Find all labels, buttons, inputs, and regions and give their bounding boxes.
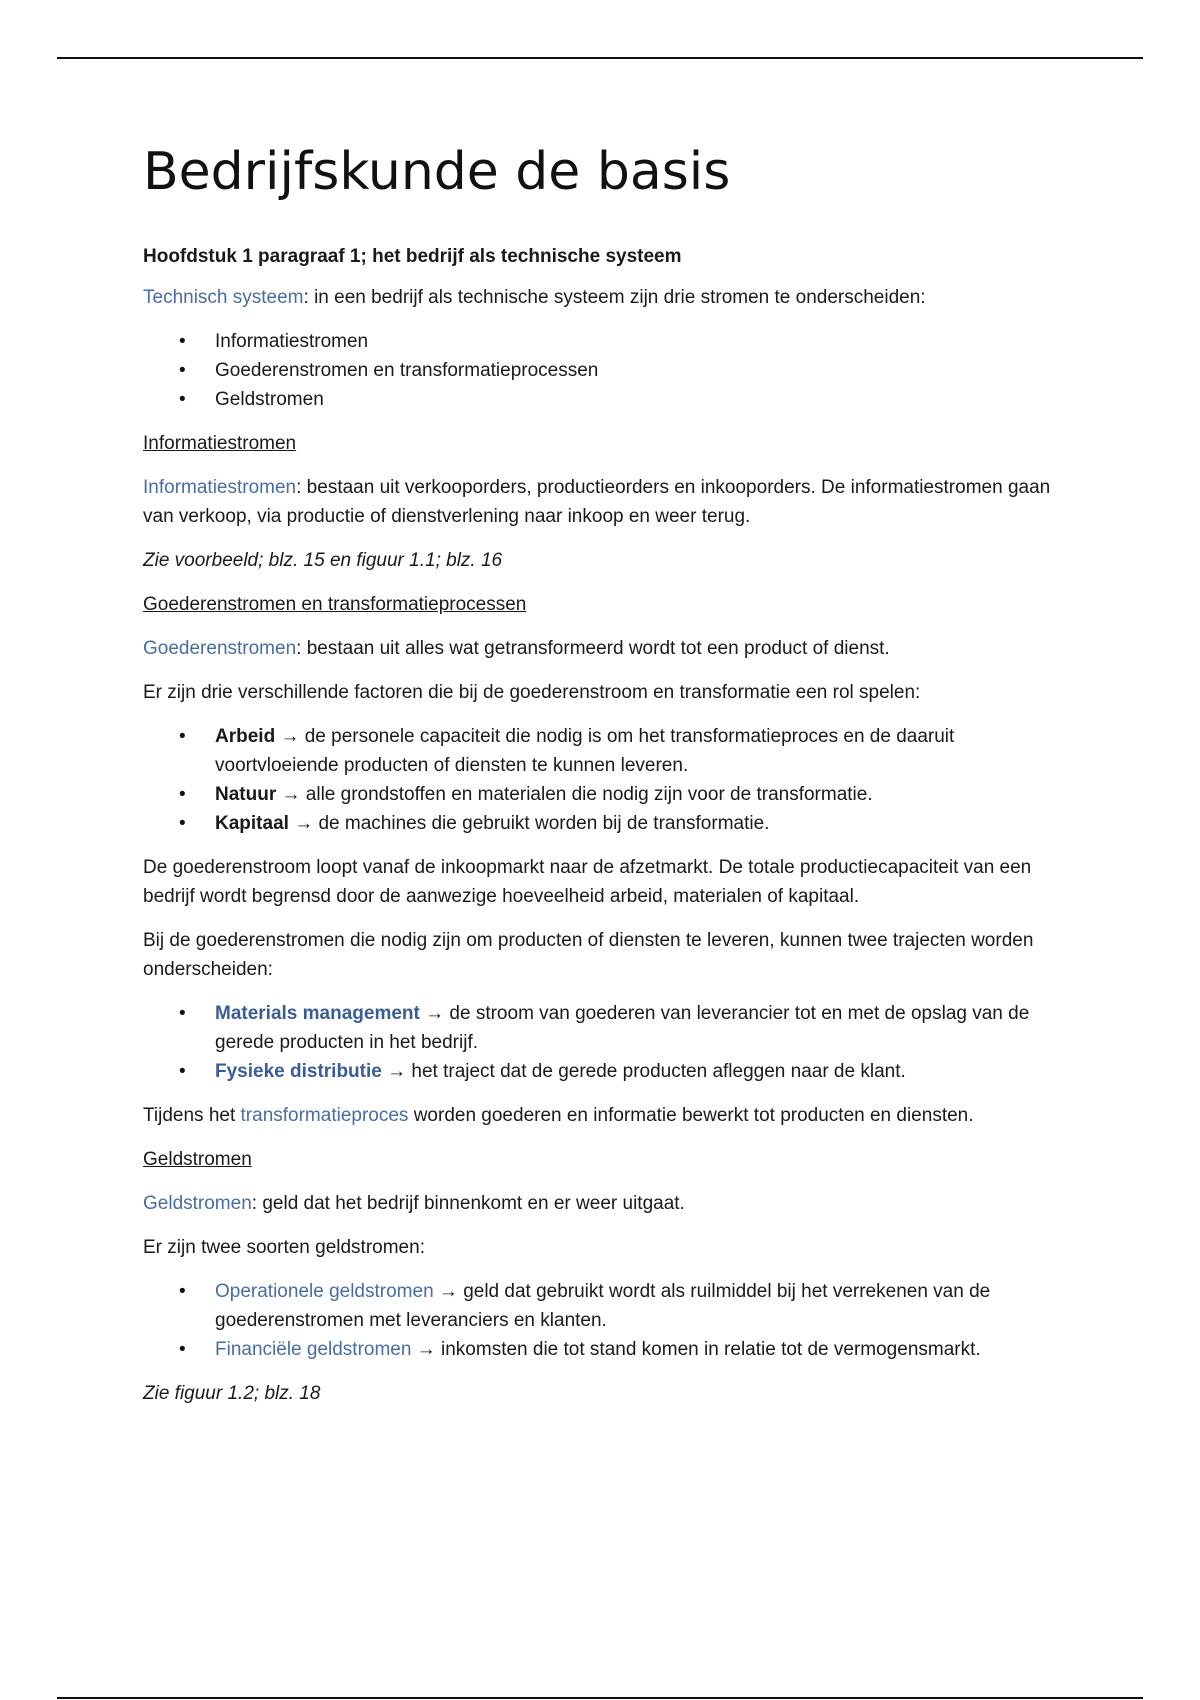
factor-text: → de machines die gebruikt worden bij de transformatie.: [288, 813, 770, 834]
factors-intro: Er zijn drie verschillende factoren die bij de goederenstroom en transformatie een rol spelen:: [143, 682, 921, 703]
term-transformatieproces: transformatieproces: [240, 1105, 409, 1126]
factor-label: Arbeid: [215, 726, 276, 747]
money-type-text: → geld dat gebruikt wordt als ruilmiddel bij het verrekenen van de goederenstromen met leveranciers en klanten.: [215, 1281, 991, 1331]
list-item: [215, 1057, 1073, 1086]
list-item: [215, 999, 1073, 1057]
money-type-label: Financiële geldstromen: [215, 1339, 412, 1360]
term-geldstromen: Geldstromen: [143, 1193, 252, 1214]
list-item: • Geldstromen: [215, 385, 1073, 414]
document-title: Bedrijfskunde de basis: [143, 142, 731, 202]
money-text: : geld dat het bedrijf binnenkomt en er weer uitgaat.: [251, 1193, 685, 1214]
goods-paragraph: [143, 634, 1073, 663]
list-item: [215, 1277, 1073, 1335]
intro-paragraph: [143, 283, 1073, 312]
chapter-heading: Hoofdstuk 1 paragraaf 1; het bedrijf als technische systeem: [143, 246, 682, 267]
list-item: [215, 809, 1073, 838]
info-paragraph: [143, 473, 1073, 531]
list-item: • Goederenstromen en transformatieprocessen: [215, 356, 1073, 385]
info-note: Zie voorbeeld; blz. 15 en figuur 1.1; blz. 16: [143, 550, 503, 571]
transform-pre: Tijdens het: [143, 1105, 241, 1126]
goods-text: : bestaan uit alles wat getransformeerd wordt tot een product of dienst.: [296, 638, 890, 659]
factor-text: → de personele capaciteit die nodig is om het transformatieproces en de daaruit voortvloeiende producten of diensten te kunnen leveren.: [215, 726, 955, 776]
streams-list: [143, 327, 1073, 414]
money-type-label: Operationele geldstromen: [215, 1281, 434, 1302]
factor-label: Natuur: [215, 784, 277, 805]
money-types-list: [143, 1277, 1073, 1364]
info-text: : bestaan uit verkooporders, productieorders en inkooporders. De informatiestromen gaan van verkoop, via productie of dienstverlening naar inkoop en weer terug.: [143, 477, 1051, 527]
intro-text: : in een bedrijf als technische systeem zijn drie stromen te onderscheiden:: [303, 287, 926, 308]
subheading-goederenstromen: Goederenstromen en transformatieprocessen: [143, 594, 527, 615]
document-body: [143, 120, 1073, 1423]
factor-label: Kapitaal: [215, 813, 289, 834]
route-label: Fysieke distributie: [215, 1061, 382, 1082]
route-text: → de stroom van goederen van leverancier tot en met de opslag van de gerede producten in het bedrijf.: [215, 1003, 1030, 1053]
routes-list: [143, 999, 1073, 1086]
list-item: • Informatiestromen: [215, 327, 1073, 356]
money-note: Zie figuur 1.2; blz. 18: [143, 1383, 321, 1404]
term-informatiestromen: Informatiestromen: [143, 477, 297, 498]
bottom-rule: [57, 1697, 1143, 1699]
list-item: [215, 780, 1073, 809]
subheading-geldstromen: Geldstromen: [143, 1149, 252, 1170]
list-item: [215, 1335, 1073, 1364]
transform-paragraph: [143, 1101, 1073, 1130]
term-technisch-systeem: Technisch systeem: [143, 287, 304, 308]
flow-paragraph: De goederenstroom loopt vanaf de inkoopmarkt naar de afzetmarkt. De totale productiecapaciteit van een bedrijf wordt begrensd door de aanwezige hoeveelheid arbeid, materialen of kapitaal.: [143, 857, 1032, 907]
top-rule: [57, 57, 1143, 59]
money-types-intro: Er zijn twee soorten geldstromen:: [143, 1237, 425, 1258]
term-goederenstromen: Goederenstromen: [143, 638, 297, 659]
factors-list: [143, 722, 1073, 838]
list-item: [215, 722, 1073, 780]
routes-intro: Bij de goederenstromen die nodig zijn om producten of diensten te leveren, kunnen twee trajecten worden onderscheiden:: [143, 930, 1034, 980]
money-paragraph: [143, 1189, 1073, 1218]
money-type-text: → inkomsten die tot stand komen in relatie tot de vermogensmarkt.: [411, 1339, 981, 1360]
subheading-informatiestromen: Informatiestromen: [143, 433, 297, 454]
route-label: Materials management: [215, 1003, 420, 1024]
factor-text: → alle grondstoffen en materialen die nodig zijn voor de transformatie.: [276, 784, 873, 805]
transform-post: worden goederen en informatie bewerkt tot producten en diensten.: [408, 1105, 974, 1126]
route-text: → het traject dat de gerede producten afleggen naar de klant.: [381, 1061, 906, 1082]
